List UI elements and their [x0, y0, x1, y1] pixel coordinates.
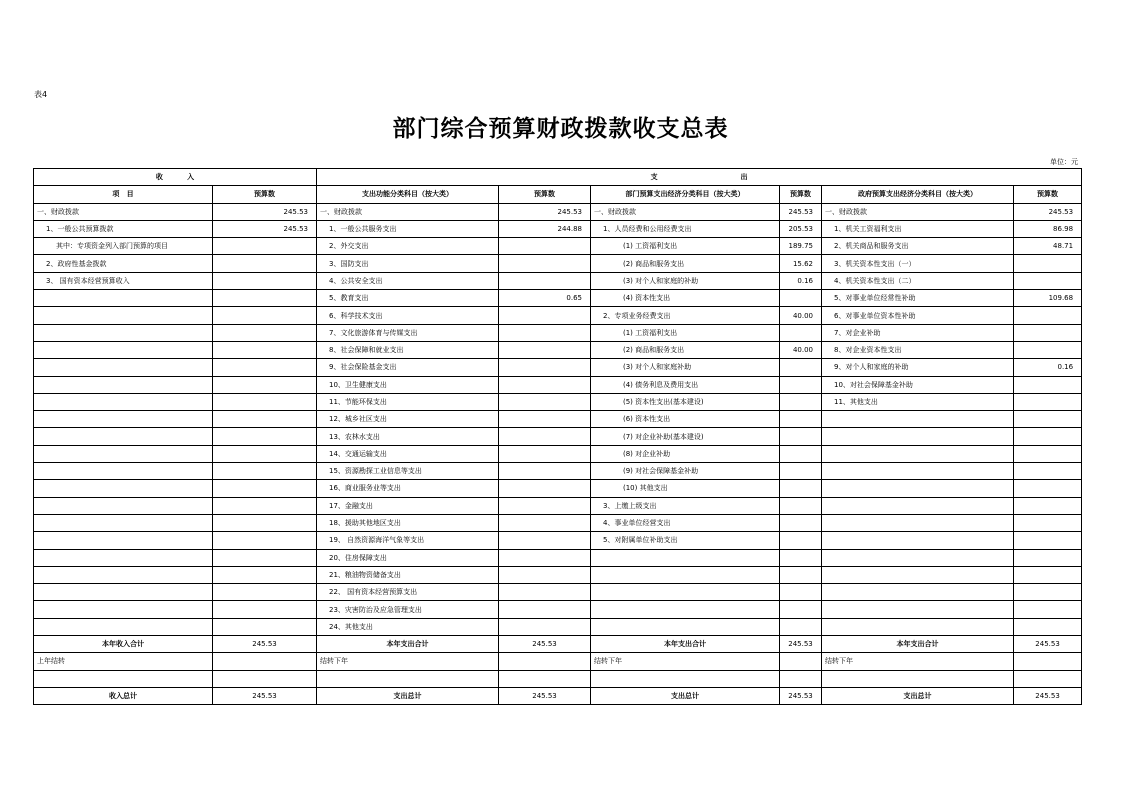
dept-econ-budget	[780, 514, 822, 531]
income-item	[34, 445, 213, 462]
dept-econ-item: (4) 资本性支出	[591, 290, 780, 307]
income-item: 一、财政拨款	[34, 203, 213, 220]
dept-econ-budget: 245.53	[780, 203, 822, 220]
income-budget	[213, 463, 317, 480]
income-budget	[213, 566, 317, 583]
table-row	[34, 324, 1082, 341]
func-budget	[499, 324, 591, 341]
gov-econ-budget: 48.71	[1014, 238, 1082, 255]
table-row	[34, 497, 1082, 514]
func-item: 3、国防支出	[317, 255, 499, 272]
gov-econ-budget	[1014, 463, 1082, 480]
func-budget: 0.65	[499, 290, 591, 307]
dept-econ-item: 2、专项业务经费支出	[591, 307, 780, 324]
func-item: 18、援助其他地区支出	[317, 514, 499, 531]
income-item	[34, 411, 213, 428]
income-budget	[213, 514, 317, 531]
carry-out-value	[780, 653, 822, 670]
dept-econ-item	[591, 566, 780, 583]
expense-grand-total-label: 支出总计	[591, 687, 780, 704]
dept-econ-item: 5、对附属单位补助支出	[591, 532, 780, 549]
dept-econ-budget	[780, 376, 822, 393]
income-item	[34, 566, 213, 583]
func-budget	[499, 584, 591, 601]
gov-econ-budget	[1014, 341, 1082, 358]
gov-econ-item	[822, 566, 1014, 583]
func-item: 21、粮油物资储备支出	[317, 566, 499, 583]
func-item: 11、节能环保支出	[317, 393, 499, 410]
gov-econ-budget: 109.68	[1014, 290, 1082, 307]
func-budget	[499, 549, 591, 566]
gov-econ-budget	[1014, 376, 1082, 393]
empty-cell	[34, 670, 213, 687]
func-budget	[499, 238, 591, 255]
func-budget	[499, 376, 591, 393]
gov-econ-item	[822, 480, 1014, 497]
income-budget	[213, 290, 317, 307]
gov-econ-item	[822, 428, 1014, 445]
func-item: 5、教育支出	[317, 290, 499, 307]
gov-econ-item: 3、机关资本性支出（一）	[822, 255, 1014, 272]
empty-cell	[780, 670, 822, 687]
income-budget	[213, 238, 317, 255]
func-budget: 245.53	[499, 203, 591, 220]
income-budget	[213, 376, 317, 393]
gov-econ-budget	[1014, 532, 1082, 549]
dept-econ-budget	[780, 497, 822, 514]
income-budget	[213, 272, 317, 289]
year-expense-total-value: 245.53	[499, 636, 591, 653]
gov-econ-item	[822, 601, 1014, 618]
year-income-total-label: 本年收入合计	[34, 636, 213, 653]
dept-econ-item: (3) 对个人和家庭的补助	[591, 272, 780, 289]
expense-grand-total-value: 245.53	[499, 687, 591, 704]
dept-econ-item: (8) 对企业补助	[591, 445, 780, 462]
empty-cell	[213, 670, 317, 687]
gov-econ-budget	[1014, 255, 1082, 272]
func-item: 1、一般公共服务支出	[317, 220, 499, 237]
dept-econ-item: (9) 对社会保障基金补助	[591, 463, 780, 480]
dept-econ-budget	[780, 549, 822, 566]
gov-econ-item: 一、财政拨款	[822, 203, 1014, 220]
income-grand-total-value: 245.53	[213, 687, 317, 704]
func-item: 15、资源勘探工业信息等支出	[317, 463, 499, 480]
dept-econ-item: (1) 工资福利支出	[591, 324, 780, 341]
dept-econ-budget: 0.16	[780, 272, 822, 289]
budget-header: 预算数	[499, 186, 591, 203]
gov-econ-item: 1、机关工资福利支出	[822, 220, 1014, 237]
gov-econ-item: 8、对企业资本性支出	[822, 341, 1014, 358]
func-budget	[499, 411, 591, 428]
dept-econ-item: (7) 对企业补助(基本建设)	[591, 428, 780, 445]
table-row	[34, 549, 1082, 566]
dept-econ-header: 部门预算支出经济分类科目（按大类）	[591, 186, 780, 203]
dept-econ-item: (6) 资本性支出	[591, 411, 780, 428]
table-row	[34, 566, 1082, 583]
gov-econ-budget	[1014, 393, 1082, 410]
gov-econ-budget	[1014, 549, 1082, 566]
gov-econ-item: 10、对社会保障基金补助	[822, 376, 1014, 393]
dept-econ-budget	[780, 290, 822, 307]
gov-econ-budget	[1014, 566, 1082, 583]
func-item: 17、金融支出	[317, 497, 499, 514]
gov-econ-budget: 245.53	[1014, 203, 1082, 220]
func-item: 一、财政拨款	[317, 203, 499, 220]
dept-econ-item: 一、财政拨款	[591, 203, 780, 220]
table-row	[34, 514, 1082, 531]
income-budget	[213, 601, 317, 618]
gov-econ-item	[822, 549, 1014, 566]
income-budget	[213, 445, 317, 462]
dept-econ-budget	[780, 584, 822, 601]
dept-econ-budget: 40.00	[780, 307, 822, 324]
income-budget	[213, 411, 317, 428]
income-item	[34, 618, 213, 635]
dept-econ-item: (5) 资本性支出(基本建设)	[591, 393, 780, 410]
expense-header: 支 出	[317, 169, 1082, 186]
empty-cell	[1014, 670, 1082, 687]
income-item	[34, 341, 213, 358]
table-row	[34, 359, 1082, 376]
func-item: 16、商业服务业等支出	[317, 480, 499, 497]
expense-grand-total-value: 245.53	[780, 687, 822, 704]
budget-table	[33, 168, 1082, 705]
gov-econ-item: 4、机关资本性支出（二）	[822, 272, 1014, 289]
income-item	[34, 497, 213, 514]
carry-in-label: 上年结转	[34, 653, 213, 670]
dept-econ-item	[591, 584, 780, 601]
func-budget: 244.88	[499, 220, 591, 237]
gov-econ-budget	[1014, 428, 1082, 445]
income-item	[34, 324, 213, 341]
gov-econ-budget: 0.16	[1014, 359, 1082, 376]
table-row	[34, 463, 1082, 480]
gov-econ-item: 9、对个人和家庭的补助	[822, 359, 1014, 376]
gov-econ-budget	[1014, 514, 1082, 531]
year-income-total-value: 245.53	[213, 636, 317, 653]
dept-econ-item	[591, 618, 780, 635]
gov-econ-budget	[1014, 307, 1082, 324]
income-item	[34, 428, 213, 445]
income-budget	[213, 532, 317, 549]
func-item: 13、农林水支出	[317, 428, 499, 445]
year-expense-total-value: 245.53	[780, 636, 822, 653]
income-item	[34, 359, 213, 376]
table-row	[34, 272, 1082, 289]
income-item	[34, 601, 213, 618]
func-item: 14、交通运输支出	[317, 445, 499, 462]
empty-cell	[591, 670, 780, 687]
income-grand-total-label: 收入总计	[34, 687, 213, 704]
carry-out-value	[499, 653, 591, 670]
func-item: 19、 自然资源海洋气象等支出	[317, 532, 499, 549]
gov-econ-budget	[1014, 618, 1082, 635]
func-budget	[499, 272, 591, 289]
table-row	[34, 203, 1082, 220]
func-budget	[499, 359, 591, 376]
income-budget	[213, 324, 317, 341]
income-budget	[213, 480, 317, 497]
gov-econ-item: 7、对企业补助	[822, 324, 1014, 341]
income-item: 2、政府性基金拨款	[34, 255, 213, 272]
gov-econ-item: 5、对事业单位经常性补助	[822, 290, 1014, 307]
table-row	[34, 532, 1082, 549]
page-title: 部门综合预算财政拨款收支总表	[392, 115, 729, 142]
income-budget	[213, 618, 317, 635]
expense-grand-total-label: 支出总计	[822, 687, 1014, 704]
table-row	[34, 220, 1082, 237]
table-row	[34, 341, 1082, 358]
income-item	[34, 549, 213, 566]
dept-econ-budget: 40.00	[780, 341, 822, 358]
unit-label: 单位：元	[1050, 158, 1078, 166]
gov-econ-item	[822, 497, 1014, 514]
dept-econ-budget: 205.53	[780, 220, 822, 237]
func-budget	[499, 393, 591, 410]
budget-header: 预算数	[1014, 186, 1082, 203]
gov-econ-budget	[1014, 601, 1082, 618]
gov-econ-item: 6、对事业单位资本性补助	[822, 307, 1014, 324]
year-expense-total-label: 本年支出合计	[591, 636, 780, 653]
dept-econ-budget: 189.75	[780, 238, 822, 255]
gov-econ-item	[822, 618, 1014, 635]
income-item	[34, 532, 213, 549]
func-budget	[499, 341, 591, 358]
empty-cell	[499, 670, 591, 687]
year-expense-total-label: 本年支出合计	[317, 636, 499, 653]
dept-econ-item: 3、上缴上级支出	[591, 497, 780, 514]
income-item	[34, 376, 213, 393]
func-item: 22、 国有资本经营预算支出	[317, 584, 499, 601]
dept-econ-budget	[780, 566, 822, 583]
func-item: 7、文化旅游体育与传媒支出	[317, 324, 499, 341]
income-budget	[213, 255, 317, 272]
income-budget	[213, 549, 317, 566]
dept-econ-item: (2) 商品和服务支出	[591, 255, 780, 272]
year-expense-total-label: 本年支出合计	[822, 636, 1014, 653]
table-row	[34, 411, 1082, 428]
dept-econ-budget	[780, 411, 822, 428]
gov-econ-budget: 86.98	[1014, 220, 1082, 237]
func-budget	[499, 307, 591, 324]
func-item: 20、住房保障支出	[317, 549, 499, 566]
income-budget	[213, 341, 317, 358]
dept-econ-item: (2) 商品和服务支出	[591, 341, 780, 358]
gov-econ-item	[822, 584, 1014, 601]
gov-econ-item: 11、其他支出	[822, 393, 1014, 410]
func-item: 12、城乡社区支出	[317, 411, 499, 428]
func-item: 8、社会保障和就业支出	[317, 341, 499, 358]
expense-grand-total-value: 245.53	[1014, 687, 1082, 704]
table-row	[34, 238, 1082, 255]
dept-econ-budget	[780, 532, 822, 549]
dept-econ-budget	[780, 359, 822, 376]
gov-econ-item	[822, 411, 1014, 428]
expense-grand-total-label: 支出总计	[317, 687, 499, 704]
income-item: 3、 国有资本经营预算收入	[34, 272, 213, 289]
income-item	[34, 584, 213, 601]
gov-econ-budget	[1014, 445, 1082, 462]
table-row	[34, 445, 1082, 462]
dept-econ-item: (10) 其他支出	[591, 480, 780, 497]
dept-econ-item: 1、人员经费和公用经费支出	[591, 220, 780, 237]
func-item: 10、卫生健康支出	[317, 376, 499, 393]
year-expense-total-value: 245.53	[1014, 636, 1082, 653]
income-item	[34, 463, 213, 480]
gov-econ-item	[822, 532, 1014, 549]
dept-econ-budget	[780, 445, 822, 462]
dept-econ-budget	[780, 463, 822, 480]
dept-econ-item: (4) 债务利息及费用支出	[591, 376, 780, 393]
income-budget	[213, 584, 317, 601]
func-budget	[499, 445, 591, 462]
table-row	[34, 601, 1082, 618]
income-budget	[213, 497, 317, 514]
income-budget	[213, 393, 317, 410]
gov-econ-header: 政府预算支出经济分类科目（按大类）	[822, 186, 1014, 203]
dept-econ-item	[591, 549, 780, 566]
budget-header: 预算数	[213, 186, 317, 203]
empty-cell	[317, 670, 499, 687]
func-item: 6、科学技术支出	[317, 307, 499, 324]
item-header: 项 目	[34, 186, 213, 203]
income-item	[34, 307, 213, 324]
income-item: 1、一般公共预算拨款	[34, 220, 213, 237]
dept-econ-item: (1) 工资福利支出	[591, 238, 780, 255]
gov-econ-budget	[1014, 272, 1082, 289]
income-budget: 245.53	[213, 220, 317, 237]
dept-econ-budget	[780, 324, 822, 341]
func-budget	[499, 601, 591, 618]
func-budget	[499, 463, 591, 480]
dept-econ-budget	[780, 393, 822, 410]
func-budget	[499, 497, 591, 514]
func-budget	[499, 255, 591, 272]
gov-econ-budget	[1014, 411, 1082, 428]
dept-econ-budget	[780, 428, 822, 445]
table-row	[34, 307, 1082, 324]
income-budget	[213, 359, 317, 376]
gov-econ-item	[822, 463, 1014, 480]
carry-out-label: 结转下年	[317, 653, 499, 670]
budget-header: 预算数	[780, 186, 822, 203]
income-item	[34, 290, 213, 307]
carry-out-label: 结转下年	[822, 653, 1014, 670]
dept-econ-item	[591, 601, 780, 618]
dept-econ-item: (3) 对个人和家庭补助	[591, 359, 780, 376]
dept-econ-budget	[780, 601, 822, 618]
gov-econ-budget	[1014, 497, 1082, 514]
carry-out-label: 结转下年	[591, 653, 780, 670]
table-row	[34, 393, 1082, 410]
func-item: 2、外交支出	[317, 238, 499, 255]
func-budget	[499, 532, 591, 549]
func-budget	[499, 428, 591, 445]
gov-econ-budget	[1014, 584, 1082, 601]
table-row	[34, 290, 1082, 307]
func-budget	[499, 566, 591, 583]
empty-cell	[822, 670, 1014, 687]
func-class-header: 支出功能分类科目（按大类）	[317, 186, 499, 203]
table-row	[34, 376, 1082, 393]
gov-econ-item	[822, 514, 1014, 531]
income-budget	[213, 428, 317, 445]
func-budget	[499, 480, 591, 497]
income-item	[34, 480, 213, 497]
dept-econ-budget	[780, 618, 822, 635]
table-row	[34, 255, 1082, 272]
func-item: 24、其他支出	[317, 618, 499, 635]
table-number: 表4	[34, 90, 48, 99]
gov-econ-budget	[1014, 480, 1082, 497]
table-row	[34, 618, 1082, 635]
func-item: 9、社会保险基金支出	[317, 359, 499, 376]
gov-econ-item	[822, 445, 1014, 462]
carry-out-value	[1014, 653, 1082, 670]
table-row	[34, 480, 1082, 497]
gov-econ-item: 2、机关商品和服务支出	[822, 238, 1014, 255]
gov-econ-budget	[1014, 324, 1082, 341]
func-budget	[499, 514, 591, 531]
income-budget: 245.53	[213, 203, 317, 220]
table-row	[34, 584, 1082, 601]
income-item	[34, 393, 213, 410]
func-item: 23、灾害防治及应急管理支出	[317, 601, 499, 618]
carry-in-value	[213, 653, 317, 670]
func-item: 4、公共安全支出	[317, 272, 499, 289]
income-item	[34, 514, 213, 531]
income-header: 收 入	[34, 169, 317, 186]
func-budget	[499, 618, 591, 635]
income-budget	[213, 307, 317, 324]
dept-econ-budget	[780, 480, 822, 497]
table-row	[34, 428, 1082, 445]
income-item: 其中：专项资金列入部门预算的项目	[34, 238, 213, 255]
dept-econ-budget: 15.62	[780, 255, 822, 272]
dept-econ-item: 4、事业单位经营支出	[591, 514, 780, 531]
